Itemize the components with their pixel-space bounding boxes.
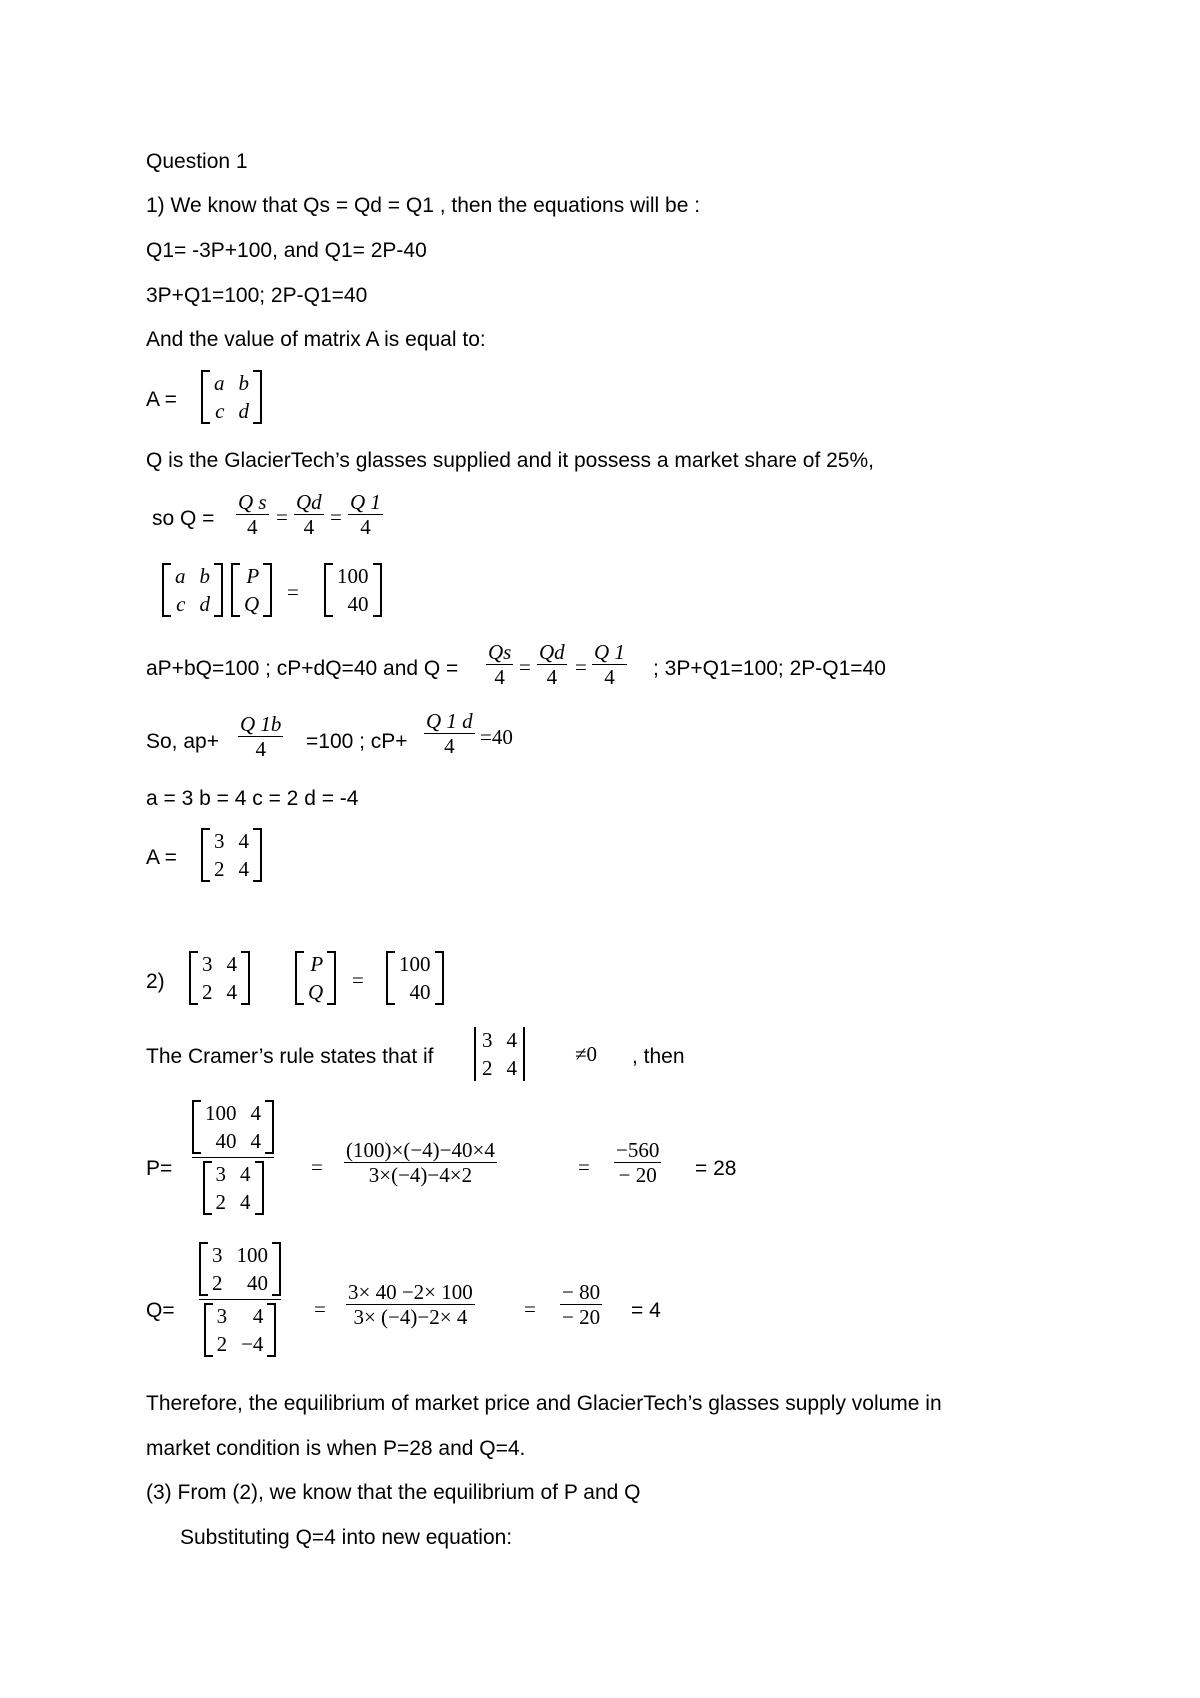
matrix-cell: 4 bbox=[238, 857, 249, 881]
line-7-middle: =100 ; cP+ bbox=[306, 730, 408, 753]
fraction-q1d bbox=[424, 709, 475, 758]
q-calc-fraction bbox=[346, 1280, 475, 1329]
p-simplified-fraction bbox=[614, 1138, 661, 1187]
q-label: Q= bbox=[146, 1299, 175, 1322]
vector-cell: P bbox=[310, 952, 324, 976]
fraction-denominator: 4 bbox=[255, 737, 266, 761]
fraction-denominator: 4 bbox=[303, 515, 315, 539]
fraction-denominator: 4 bbox=[444, 734, 455, 758]
matrix-cell: 3 bbox=[214, 829, 225, 853]
matrix-cell: a bbox=[214, 371, 225, 395]
not-equal-zero: ≠0 bbox=[575, 1042, 598, 1066]
equals-sign: = bbox=[519, 655, 531, 679]
fraction-denominator: 4 bbox=[494, 665, 505, 689]
line-1: 1) We know that Qs = Qd = Q1 , then the equations will be : bbox=[146, 194, 701, 217]
determinant-cell: 4 bbox=[506, 1056, 517, 1080]
line-8: a = 3 b = 4 c = 2 d = -4 bbox=[146, 787, 359, 810]
matrix-cell: d bbox=[238, 399, 249, 423]
line-2: Q1= -3P+100, and Q1= 2P-40 bbox=[146, 239, 427, 262]
matrix-a-values bbox=[201, 828, 262, 882]
matrix-cell: b bbox=[238, 371, 249, 395]
fraction-q12 bbox=[592, 640, 627, 689]
line-7-suffix: =40 bbox=[480, 725, 513, 749]
equals-sign: = bbox=[578, 1155, 590, 1179]
vector-cell: Q bbox=[244, 592, 260, 616]
matrix-p-denominator bbox=[203, 1161, 264, 1215]
equals-sign: = bbox=[314, 1297, 326, 1321]
vector-cell: 100 bbox=[337, 564, 369, 588]
matrix-cell: 2 bbox=[212, 1271, 223, 1295]
matrix-cell: b bbox=[199, 564, 210, 588]
fraction-qs2 bbox=[486, 640, 513, 689]
fraction-numerator: −560 bbox=[616, 1138, 660, 1162]
matrix-cell: c bbox=[215, 399, 225, 423]
q-cramer-fraction bbox=[199, 1242, 281, 1357]
fraction-numerator: Qd bbox=[539, 640, 565, 664]
vector-pq bbox=[231, 563, 272, 617]
fraction-bar bbox=[192, 1157, 274, 1158]
matrix-cell: 3 bbox=[212, 1243, 223, 1267]
fraction-qd bbox=[294, 490, 324, 539]
fraction-denominator: 3×(−4)−4×2 bbox=[368, 1163, 473, 1187]
q-simplified-fraction bbox=[560, 1280, 602, 1329]
p-cramer-fraction bbox=[192, 1100, 274, 1215]
fraction-numerator: Qs bbox=[488, 640, 512, 664]
cramer-suffix: , then bbox=[632, 1045, 685, 1068]
line-5: Q is the GlacierTech’s glasses supplied and it possess a market share of 25%, bbox=[146, 449, 874, 472]
matrix-cell: 4 bbox=[238, 829, 249, 853]
matrix-cell: a bbox=[175, 564, 186, 588]
q-result: = 4 bbox=[631, 1299, 661, 1322]
determinant-cell: 4 bbox=[506, 1028, 517, 1052]
part-3-line: (3) From (2), we know that the equilibrium of P and Q bbox=[146, 1481, 641, 1504]
vector-cell: 40 bbox=[409, 980, 431, 1004]
vector-cell: 100 bbox=[399, 952, 431, 976]
fraction-numerator: Q 1b bbox=[240, 712, 282, 736]
matrix-cell: 2 bbox=[215, 1190, 226, 1214]
fraction-denominator: 4 bbox=[360, 515, 371, 539]
vector-cell: Q bbox=[308, 980, 324, 1004]
fraction-denominator: 4 bbox=[604, 665, 615, 689]
equals-sign: = bbox=[352, 968, 364, 992]
conclusion-line-1: Therefore, the equilibrium of market price and GlacierTech’s glasses supply volume in bbox=[146, 1392, 942, 1415]
matrix-q-numerator bbox=[199, 1242, 281, 1296]
matrix-cell: 2 bbox=[216, 1332, 228, 1356]
equals-sign: = bbox=[287, 580, 299, 604]
cramer-prefix: The Cramer’s rule states that if bbox=[146, 1045, 434, 1068]
fraction-denominator: 4 bbox=[546, 665, 558, 689]
fraction-denominator: 4 bbox=[247, 515, 258, 539]
matrix-cell: 100 bbox=[205, 1101, 237, 1125]
vector-rhs-part2 bbox=[386, 951, 444, 1005]
vector-rhs bbox=[324, 563, 382, 617]
matrix-cell: −4 bbox=[241, 1332, 264, 1356]
fraction-denominator: − 20 bbox=[562, 1305, 601, 1329]
fraction-q1 bbox=[348, 490, 383, 539]
part-3-substitution: Substituting Q=4 into new equation: bbox=[180, 1526, 513, 1549]
matrix-cell: 40 bbox=[247, 1271, 268, 1295]
matrix-cell: c bbox=[176, 592, 186, 616]
determinant-cell: 2 bbox=[482, 1056, 493, 1080]
conclusion-line-2: market condition is when P=28 and Q=4. bbox=[146, 1437, 526, 1460]
fraction-q1b bbox=[238, 712, 283, 761]
equals-sign: = bbox=[276, 505, 288, 529]
line-7-prefix: So, ap+ bbox=[146, 730, 219, 753]
line-4: And the value of matrix A is equal to: bbox=[146, 328, 486, 351]
vector-cell: P bbox=[246, 564, 260, 588]
matrix-cell: 100 bbox=[236, 1243, 268, 1267]
fraction-numerator: − 80 bbox=[562, 1280, 601, 1304]
fraction-qd2 bbox=[537, 640, 567, 689]
fraction-qs bbox=[236, 490, 269, 539]
vector-pq-part2 bbox=[295, 951, 336, 1005]
part-2-label: 2) bbox=[146, 970, 165, 993]
equals-sign: = bbox=[311, 1155, 323, 1179]
matrix-cell: 4 bbox=[240, 1190, 251, 1214]
matrix-q-denominator bbox=[204, 1303, 277, 1357]
fraction-numerator: Qd bbox=[296, 490, 322, 514]
equals-sign: = bbox=[330, 505, 342, 529]
matrix-abcd bbox=[162, 563, 223, 617]
a-label-2: A = bbox=[146, 846, 177, 869]
equals-sign: = bbox=[524, 1297, 536, 1321]
fraction-numerator: Q s bbox=[238, 490, 267, 514]
line-3: 3P+Q1=100; 2P-Q1=40 bbox=[146, 284, 368, 307]
fraction-numerator: Q 1 bbox=[350, 490, 381, 514]
matrix-cell: 2 bbox=[202, 980, 213, 1004]
line-6-prefix: aP+bQ=100 ; cP+dQ=40 and Q = bbox=[146, 657, 459, 680]
matrix-cell: 3 bbox=[216, 1304, 228, 1328]
so-q-label: so Q = bbox=[152, 507, 215, 530]
matrix-a-symbolic bbox=[201, 370, 262, 424]
fraction-denominator: − 20 bbox=[618, 1163, 657, 1187]
line-6-suffix: ; 3P+Q1=100; 2P-Q1=40 bbox=[653, 657, 886, 680]
p-result: = 28 bbox=[695, 1157, 737, 1180]
matrix-cell: 4 bbox=[240, 1162, 251, 1186]
fraction-bar bbox=[199, 1299, 281, 1300]
matrix-cell: 4 bbox=[226, 952, 237, 976]
fraction-numerator: Q 1 d bbox=[426, 709, 473, 733]
equals-sign: = bbox=[575, 655, 587, 679]
matrix-cell: d bbox=[199, 592, 210, 616]
matrix-p-numerator bbox=[192, 1100, 274, 1154]
vector-cell: 40 bbox=[347, 592, 369, 616]
matrix-part2 bbox=[189, 951, 250, 1005]
matrix-cell: 2 bbox=[214, 857, 225, 881]
matrix-cell: 4 bbox=[226, 980, 237, 1004]
matrix-cell: 4 bbox=[250, 1129, 261, 1153]
determinant-cell: 3 bbox=[482, 1028, 493, 1052]
fraction-denominator: 3× (−4)−2× 4 bbox=[353, 1305, 468, 1329]
fraction-numerator: 3× 40 −2× 100 bbox=[348, 1280, 473, 1304]
matrix-cell: 3 bbox=[215, 1162, 226, 1186]
p-calc-fraction bbox=[344, 1138, 497, 1187]
determinant-a bbox=[474, 1027, 525, 1081]
a-label: A = bbox=[146, 388, 177, 411]
matrix-cell: 4 bbox=[252, 1304, 264, 1328]
question-title: Question 1 bbox=[146, 150, 248, 173]
p-label: P= bbox=[146, 1157, 173, 1180]
fraction-numerator: Q 1 bbox=[594, 640, 625, 664]
matrix-cell: 3 bbox=[202, 952, 213, 976]
matrix-cell: 4 bbox=[250, 1101, 261, 1125]
matrix-cell: 40 bbox=[215, 1129, 237, 1153]
fraction-numerator: (100)×(−4)−40×4 bbox=[346, 1138, 495, 1162]
